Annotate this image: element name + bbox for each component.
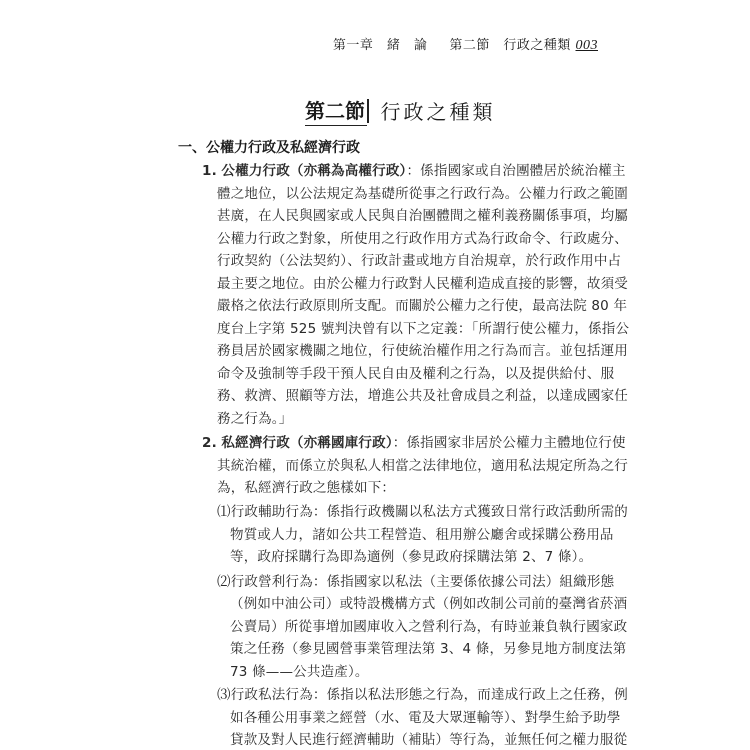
item1-line-0: 1. 公權力行政（亦稱為高權行政）：係指國家或自治團體居於統治權主 xyxy=(202,163,626,180)
sub3-line-0: ⑶行政私法行為：係指以私法形態之行為，而達成行政上之任務，例 xyxy=(217,687,628,704)
sub2-line-2: 公賣局）所從事增加國庫收入之營利行為，有時並兼負執行國家政 xyxy=(230,618,628,635)
sub3-line-1: 如各種公用事業之經營（水、電及大眾運輸等）、對學生給予助學 xyxy=(230,709,621,726)
sub1-line-2: 等，政府採購行為即為適例（參見政府採購法第 2、7 條）。 xyxy=(230,549,593,566)
section-name: 行政之種類 xyxy=(380,100,496,124)
sub2-line-1: （例如中油公司）或特設機構方式（例如改制公司前的臺灣省菸酒 xyxy=(230,596,628,613)
item1-line-8: 務員居於國家機關之地位，行使統治權作用之行為而言。並包括運用 xyxy=(217,343,628,360)
item1-line-7: 度台上字第 525 號判決曾有以下之定義：「所謂行使公權力，係指公 xyxy=(217,320,630,337)
item2-number: 2. xyxy=(202,435,217,452)
item2-line-2: 為，私經濟行政之態樣如下： xyxy=(217,480,396,497)
heading-1: 一、公權力行政及私經濟行政 xyxy=(178,140,360,156)
item1-line-10: 務、救濟、照顧等方法，增進公共及社會成員之利益，以達成國家任 xyxy=(217,388,628,405)
item1-line-2: 甚廣，在人民與國家或人民與自治團體間之權利義務關係事項，均屬 xyxy=(217,208,628,225)
running-head-chapter: 第一章 緒 論 xyxy=(332,38,428,53)
section-title-divider xyxy=(367,99,369,123)
item1-line-9: 命令及強制等手段干預人民自由及權利之行為，以及提供給付、服 xyxy=(217,365,615,382)
page-number: 003 xyxy=(575,38,598,53)
item1-line-1: 體之地位，以公法規定為基礎所從事之行政行為。公權力行政之範圍 xyxy=(217,185,628,202)
sub3-line-2: 貸款及對人民進行經濟輔助（補貼）等行為，並無任何之權力服從 xyxy=(230,732,628,748)
item1-line-6: 嚴格之依法行政原則所支配。而關於公權力之行使，最高法院 80 年 xyxy=(217,298,628,315)
sub1-line-1: 物質或人力，諸如公共工程營造、租用辦公廳舍或採購公務用品 xyxy=(230,526,614,543)
item1-term: 公權力行政（亦稱為高權行政） xyxy=(221,163,407,180)
sub1-line-0: ⑴行政輔助行為：係指行政機關以私法方式獲致日常行政活動所需的 xyxy=(217,504,628,521)
running-head-section: 第二節 行政之種類 xyxy=(449,38,571,53)
sub2-line-4: 73 條——公共造產）。 xyxy=(230,663,369,680)
item1-line-3: 公權力行政之對象，所使用之行政作用方式為行政命令、行政處分、 xyxy=(217,230,628,247)
sub2-line-3: 策之任務（參見國營事業管理法第 3、4 條，另參見地方制度法第 xyxy=(230,641,627,658)
section-title xyxy=(305,95,496,126)
item2-term: 私經濟行政（亦稱國庫行政） xyxy=(221,435,393,452)
sub2-line-0: ⑵行政營利行為：係指國家以私法（主要係依據公司法）組織形態 xyxy=(217,573,615,590)
running-head xyxy=(333,34,598,54)
item1-line-5: 最主要之地位。由於公權力行政對人民權利造成直接的影響，故須受 xyxy=(217,275,628,292)
item2-line-1: 其統治權，而係立於與私人相當之法律地位，適用私法規定所為之行 xyxy=(217,457,628,474)
item1-line-11: 務之行為。」 xyxy=(217,410,293,427)
item2-line-0: 2. 私經濟行政（亦稱國庫行政）：係指國家非居於公權力主體地位行使 xyxy=(202,435,626,452)
item1-line-4: 行政契約（公法契約）、行政計畫或地方自治規章，於行政作用中占 xyxy=(217,253,622,270)
section-label: 第二節 xyxy=(305,95,367,126)
item1-number: 1. xyxy=(202,163,217,180)
